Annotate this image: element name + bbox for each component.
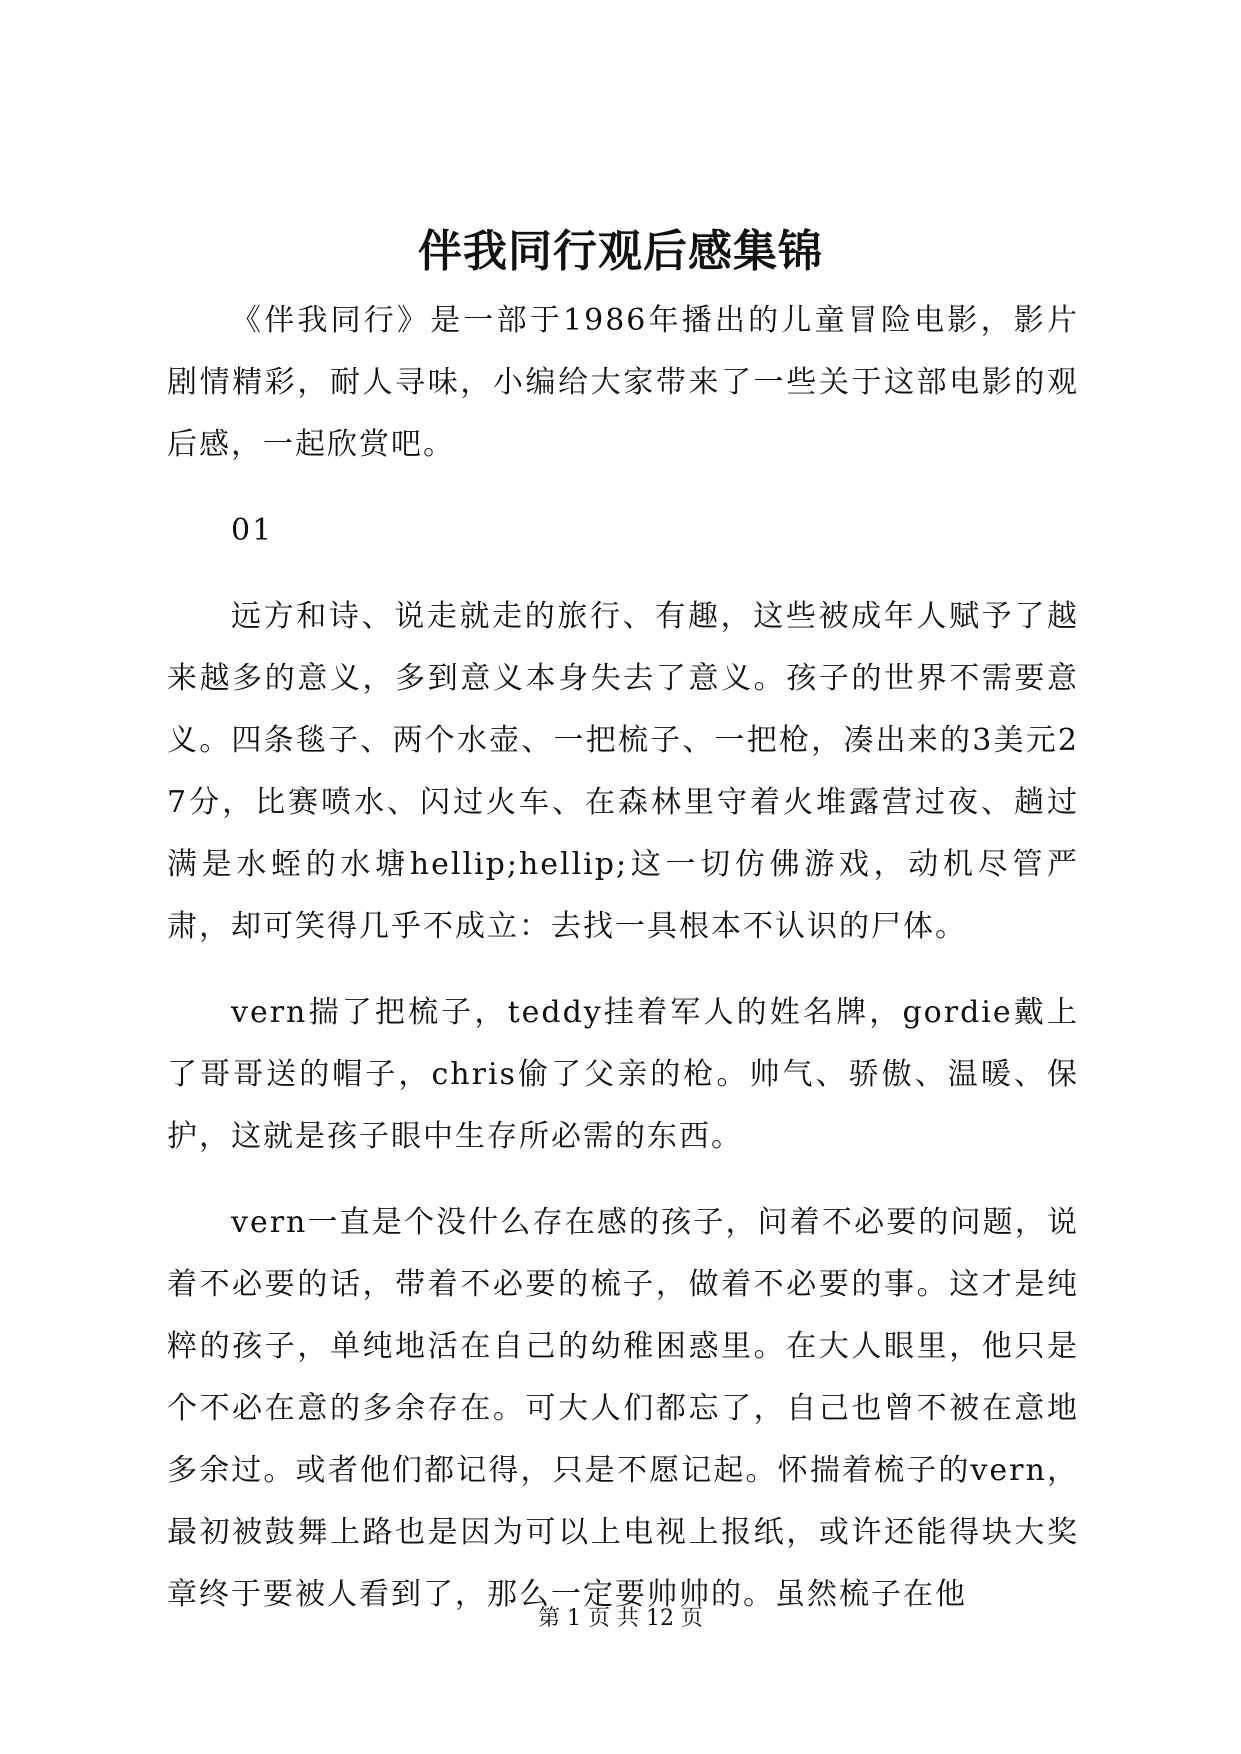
paragraph: vern揣了把梳子，teddy挂着军人的姓名牌，gordie戴上了哥哥送的帽子，chris偷了父亲的枪。帅气、骄傲、温暖、保护，这就是孩子眼中生存所必需的东西。 — [167, 995, 1079, 1154]
document-body — [167, 290, 1079, 1650]
paragraph: 远方和诗、说走就走的旅行、有趣，这些被成年人赋予了越来越多的意义，多到意义本身失去了意义。孩子的世界不需要意义。四条毯子、两个水壶、一把梳子、一把枪，凑出来的3美元27分，比赛喷水、闪过火车、在森林里守着火堆露营过夜、趟过满是水蛭的水塘hellip;hellip;这一切仿佛游戏，动机尽管严肃，却可笑得几乎不成立：去找一具根本不认识的尸体。 — [167, 599, 1079, 944]
paragraph-intro: 《伴我同行》是一部于1986年播出的儿童冒险电影，影片剧情精彩，耐人寻味，小编给大家带来了一些关于这部电影的观后感，一起欣赏吧。 — [167, 303, 1079, 462]
page-footer: 第 1 页 共 12 页 — [538, 1606, 703, 1631]
document-title: 伴我同行观后感集锦 — [418, 226, 823, 277]
paragraph: vern一直是个没什么存在感的孩子，问着不必要的问题，说着不必要的话，带着不必要的梳子，做着不必要的事。这才是纯粹的孩子，单纯地活在自己的幼稚困惑里。在大人眼里，他只是个不必在意的多余存在。可大人们都忘了，自己也曾不被在意地多余过。或者他们都记得，只是不愿记起。怀揣着梳子的vern，最初被鼓舞上路也是因为可以上电视上报纸，或许还能得块大奖章终于要被人看到了，那么一定要帅帅的。虽然梳子在他 — [167, 1205, 1079, 1612]
section-number: 01 — [231, 513, 274, 548]
